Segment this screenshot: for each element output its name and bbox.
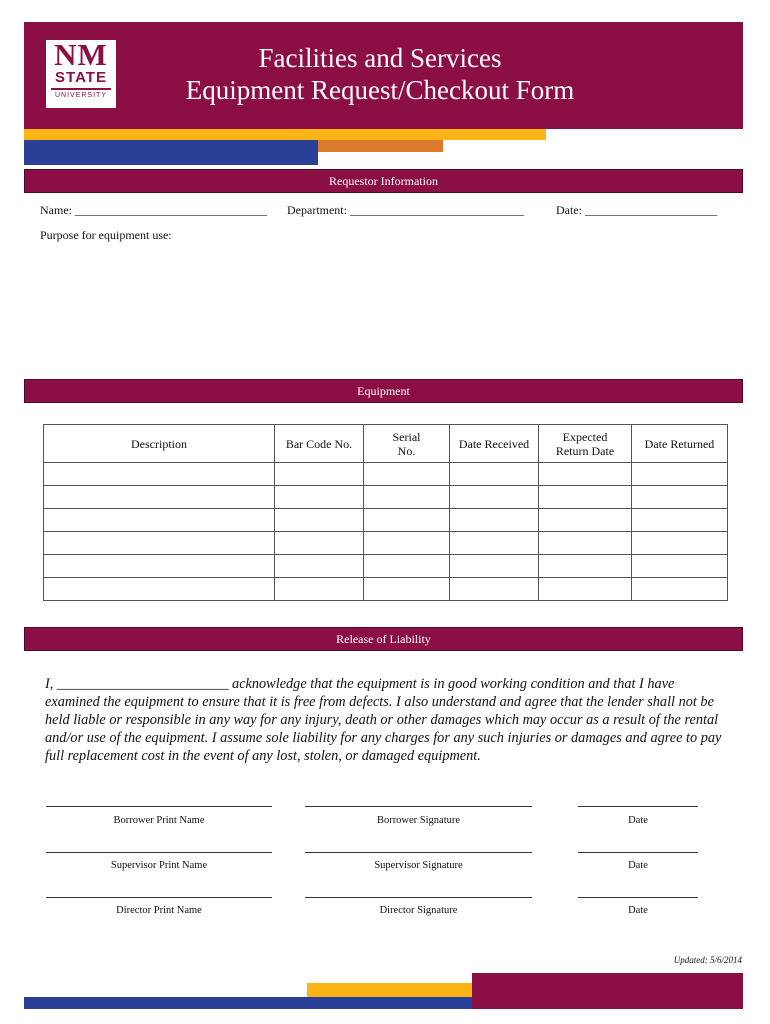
- footer-bar-maroon: [472, 973, 743, 1009]
- table-cell[interactable]: [450, 555, 539, 578]
- nmsu-logo: [46, 37, 116, 108]
- logo-divider: [51, 88, 111, 90]
- director-signature-label: Director Signature: [379, 905, 458, 916]
- table-cell[interactable]: [632, 486, 728, 509]
- director-signature-line[interactable]: [305, 897, 532, 898]
- table-cell[interactable]: [44, 555, 275, 578]
- table-row: [44, 555, 728, 578]
- table-cell[interactable]: [275, 463, 364, 486]
- table-row: [44, 509, 728, 532]
- table-cell[interactable]: [632, 509, 728, 532]
- table-cell[interactable]: [450, 509, 539, 532]
- table-cell[interactable]: [539, 578, 632, 601]
- director-print-line[interactable]: [46, 897, 272, 898]
- table-cell[interactable]: [275, 555, 364, 578]
- footer-bar-yellow: [307, 983, 472, 997]
- table-cell[interactable]: [364, 509, 450, 532]
- table-cell[interactable]: [632, 555, 728, 578]
- col-header-barcode: Bar Code No.: [275, 425, 364, 463]
- supervisor-print-label: Supervisor Print Name: [110, 860, 208, 871]
- borrower-print-line[interactable]: [46, 806, 272, 807]
- supervisor-date-line[interactable]: [578, 852, 698, 853]
- logo-nm-text: NM: [54, 37, 108, 72]
- table-row: [44, 463, 728, 486]
- liability-statement: I, ________________________ acknowledge that the equipment is in good working condition and that I have examined the equipment to ensure that it is free from defects. I also understand and agree that the lender shall not be held liable or responsible in any way for any injury, death or other damages which may occur as a result of the rental and/or use of the equipment. I assume sole liability for any charges for any such injuries or damages and agree to pay full replacement cost in the event of any lost, stolen, or damaged equipment.: [45, 676, 722, 764]
- equipment-section-header: Equipment: [24, 379, 743, 403]
- borrower-print-label: Borrower Print Name: [113, 815, 205, 826]
- borrower-date-label: Date: [628, 815, 648, 826]
- borrower-date-line[interactable]: [578, 806, 698, 807]
- table-cell[interactable]: [275, 509, 364, 532]
- table-cell[interactable]: [44, 463, 275, 486]
- table-cell[interactable]: [44, 532, 275, 555]
- department-field[interactable]: Department: _____________________________: [287, 203, 524, 217]
- col-header-date-returned: Date Returned: [632, 425, 728, 463]
- col-header-serial: Serial No.: [364, 425, 450, 463]
- director-date-line[interactable]: [578, 897, 698, 898]
- page-title-line2: Equipment Request/Checkout Form: [185, 75, 575, 105]
- supervisor-signature-line[interactable]: [305, 852, 532, 853]
- supervisor-date-label: Date: [628, 860, 648, 871]
- table-row: [44, 486, 728, 509]
- updated-date: Updated: 5/6/2014: [673, 955, 742, 965]
- borrower-signature-label: Borrower Signature: [376, 815, 461, 826]
- table-cell[interactable]: [44, 509, 275, 532]
- table-cell[interactable]: [44, 578, 275, 601]
- table-cell[interactable]: [364, 463, 450, 486]
- footer-bar-blue: [24, 997, 472, 1009]
- col-header-date-received: Date Received: [450, 425, 539, 463]
- purpose-field[interactable]: [40, 246, 730, 368]
- logo-state-text: STATE: [55, 69, 107, 86]
- col-header-expected-return: Expected Return Date: [539, 425, 632, 463]
- table-cell[interactable]: [539, 532, 632, 555]
- director-print-label: Director Print Name: [116, 905, 202, 916]
- purpose-label: Purpose for equipment use:: [40, 228, 172, 242]
- logo-university-text: UNIVERSITY: [54, 92, 107, 99]
- decor-bar-orange: [318, 140, 443, 152]
- table-cell[interactable]: [275, 578, 364, 601]
- table-cell[interactable]: [632, 463, 728, 486]
- supervisor-signature-label: Supervisor Signature: [374, 860, 463, 871]
- equipment-table: [43, 424, 728, 601]
- table-cell[interactable]: [450, 486, 539, 509]
- table-cell[interactable]: [364, 486, 450, 509]
- table-cell[interactable]: [364, 532, 450, 555]
- table-cell[interactable]: [632, 532, 728, 555]
- table-cell[interactable]: [450, 578, 539, 601]
- decor-bar-yellow: [24, 129, 546, 140]
- table-cell[interactable]: [450, 532, 539, 555]
- table-cell[interactable]: [450, 463, 539, 486]
- page-title-line1: Facilities and Services: [258, 43, 502, 73]
- decor-bar-blue: [24, 140, 318, 165]
- liability-section-header: Release of Liability: [24, 627, 743, 651]
- director-date-label: Date: [628, 905, 648, 916]
- table-cell[interactable]: [539, 509, 632, 532]
- col-header-description: Description: [44, 425, 275, 463]
- borrower-signature-line[interactable]: [305, 806, 532, 807]
- date-field[interactable]: Date: ______________________: [556, 203, 717, 217]
- table-cell[interactable]: [539, 555, 632, 578]
- equipment-header-row: [44, 425, 728, 463]
- supervisor-print-line[interactable]: [46, 852, 272, 853]
- table-cell[interactable]: [364, 555, 450, 578]
- table-cell[interactable]: [632, 578, 728, 601]
- table-cell[interactable]: [275, 532, 364, 555]
- requestor-section-header: Requestor Information: [24, 169, 743, 193]
- table-cell[interactable]: [275, 486, 364, 509]
- table-cell[interactable]: [364, 578, 450, 601]
- table-cell[interactable]: [44, 486, 275, 509]
- table-row: [44, 532, 728, 555]
- table-row: [44, 578, 728, 601]
- name-field[interactable]: Name: ________________________________: [40, 203, 267, 217]
- table-cell[interactable]: [539, 463, 632, 486]
- table-cell[interactable]: [539, 486, 632, 509]
